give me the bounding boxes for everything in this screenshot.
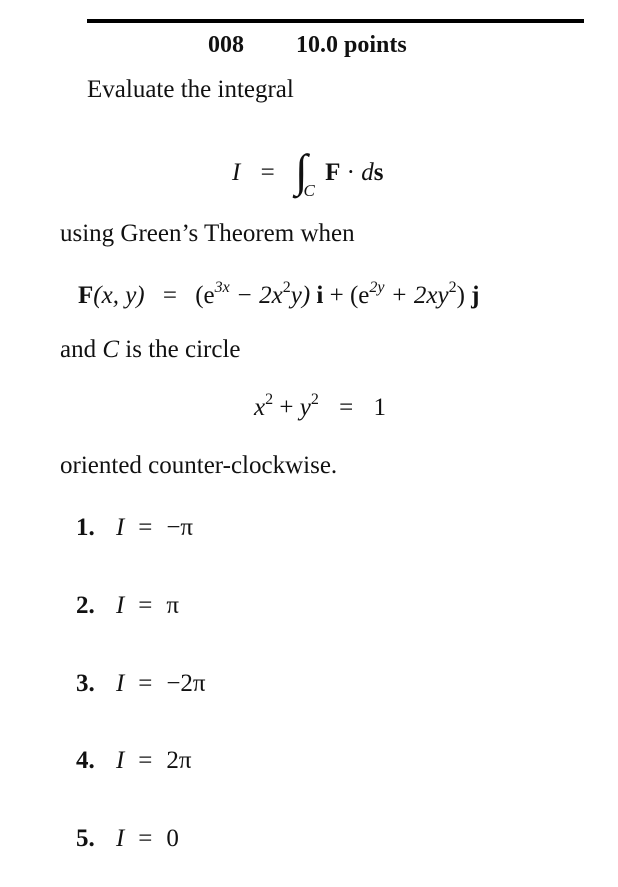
choice-3[interactable] [76,670,206,698]
circle-x: x [254,394,266,421]
integral-equals: = [260,159,275,186]
integral-lhs: I [232,159,241,186]
choice-number: 1. [76,514,95,541]
field-term2-exp2: 2 [448,279,457,296]
field-term1a: (e [195,282,215,309]
integral-subscript: C [303,181,315,200]
integral-equation [232,138,384,200]
field-j: j [471,282,480,309]
field-F: F [78,282,94,309]
field-term1-exp2: 2 [282,279,291,296]
prompt-line-3-post: is the circle [125,336,241,363]
field-equals: = [162,282,177,309]
prompt-line-2: using Green’s Theorem when [60,220,355,247]
integral-s: s [373,159,384,186]
choice-var: I [116,747,125,774]
choice-equals: = [138,592,153,619]
integral-dot: · [346,159,355,186]
choice-number: 2. [76,592,95,619]
field-term2c: ) [456,282,465,309]
circle-exp2: 2 [310,391,319,408]
circle-rhs: 1 [373,394,386,421]
choice-var: I [116,670,125,697]
choice-value: π [166,592,179,619]
prompt-line-3-var: C [102,336,120,363]
integral-sign: ∫ [294,145,308,196]
circle-plus: + [273,394,300,421]
circle-y: y [299,394,311,421]
choice-number: 4. [76,747,95,774]
field-term2a: (e [349,282,370,309]
choice-equals: = [138,747,153,774]
choice-2[interactable] [76,592,179,620]
prompt-line-3-pre: and [60,336,97,363]
choice-equals: = [138,825,153,852]
prompt-line-4: oriented counter-clockwise. [60,452,338,479]
choice-var: I [116,514,125,541]
choice-4[interactable] [76,747,191,775]
prompt-line-3 [60,336,241,364]
integral-F: F [325,159,341,186]
circle-exp1: 2 [265,391,274,408]
field-i: i [316,282,324,309]
header-rule [87,19,584,23]
field-args: (x, y) [93,282,145,309]
field-term1c: y) [290,282,311,309]
choice-number: 3. [76,670,95,697]
choice-1[interactable] [76,514,193,542]
choice-value: 0 [166,825,179,852]
choice-equals: = [138,514,153,541]
choice-equals: = [138,670,153,697]
choice-5[interactable] [76,825,179,853]
field-term2-exp: 2y [369,279,385,296]
integral-d: d [361,159,374,186]
choice-number: 5. [76,825,95,852]
prompt-line-1: Evaluate the integral [87,76,294,103]
choice-var: I [116,825,125,852]
choice-value: 2π [166,747,192,774]
question-number: 008 [208,32,244,58]
field-equation [78,279,480,310]
choice-value: −π [166,514,194,541]
field-term1-exp: 3x [214,279,230,296]
field-plus: + [323,282,350,309]
circle-equation [254,391,386,422]
question-points: 10.0 points [296,32,407,58]
field-term2b: + 2xy [384,282,449,309]
field-term1b: − 2x [229,282,283,309]
choice-var: I [116,592,125,619]
choice-value: −2π [166,670,206,697]
circle-equals: = [339,394,354,421]
